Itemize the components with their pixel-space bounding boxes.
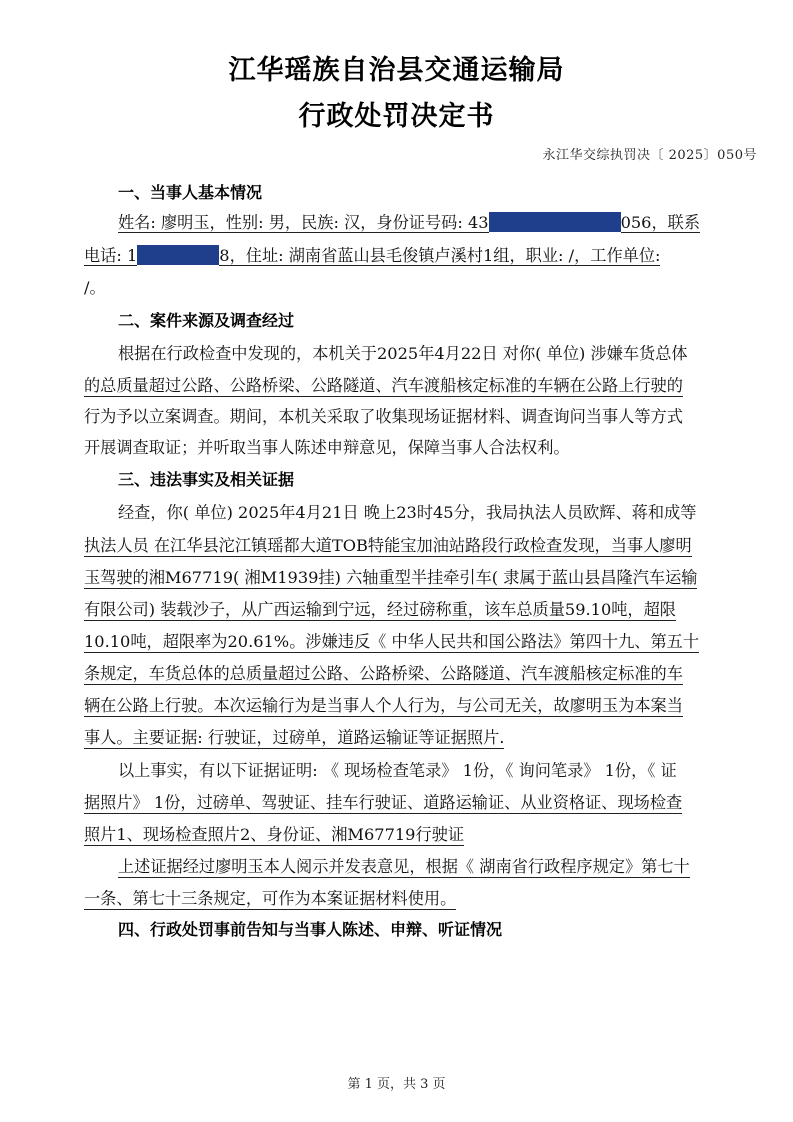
section-heading-notification: 四、行政处罚事前告知与当事人陈述、申辩、听证情况 [118,920,503,939]
case-source-line-1: 根据在行政检查中发现的，本机关于2025年4月22日 对你( 单位) 涉嫌车货总体 [118,344,688,363]
facts-line-6: 条规定，车货总体的总质量超过公路、公路桥梁、公路隧道、汽车渡船核定标准的车 [84,660,683,685]
party-employer-value: /。 [84,278,106,297]
evidence-line-3: 照片1、现场检查照片2、身份证、湘M67719行驶证 [84,821,464,846]
party-phone-label: 电话: 1 [84,246,138,265]
section-heading-party-info: 一、当事人基本情况 [118,183,263,202]
phone-number-redaction [137,245,219,265]
party-contact-label: 056，联系 [620,213,701,232]
party-address-text: 8，住址: 湖南省蓝山县毛俊镇卢溪村1组，职业: /，工作单位: [219,246,661,265]
facts-line-3: 玉驾驶的湘M67719( 湘M1939挂) 六轴重型半挂牵引车( 隶属于蓝山县昌隆汽车运输 [84,564,697,589]
party-info-line-1 [118,209,700,233]
case-source-line-3: 行为予以立案调查。期间，本机关采取了收集现场证据材料、调查询问当事人等方式 [84,407,683,426]
facts-line-5: 10.10吨，超限率为20.61%。涉嫌违反《 中华人民共和国公路法》第四十九、第五十 [84,628,699,653]
evidence-line-2: 据照片》 1份，过磅单、驾驶证、挂车行驶证、道路运输证、从业资格证、现场检查 [84,789,682,814]
facts-line-1: 经查，你( 单位) 2025年4月21日 晚上23时45分，我局执法人员欧辉、蒋和成等 [118,503,697,522]
document-number: 永江华交综执罚决〔 2025〕050号 [542,148,757,163]
facts-line-2: 执法人员 在江华县沱江镇瑶都大道TOB特能宝加油站路段行政检查发现，当事人廖明 [84,532,692,557]
section-heading-facts: 三、违法事实及相关证据 [118,470,295,489]
case-source-line-2: 的总质量超过公路、公路桥梁、公路隧道、汽车渡船核定标准的车辆在公路上行驶的 [84,372,683,397]
section-heading-case-source: 二、案件来源及调查经过 [118,311,295,330]
id-number-redaction [489,212,621,232]
conclusion-line-2: 一条、第七十三条规定，可作为本案证据材料使用。 [84,885,456,910]
facts-line-8: 事人。主要证据: 行驶证，过磅单，道路运输证等证据照片. [84,724,504,749]
party-info-line-2 [84,242,660,266]
page-footer: 第 1 页，共 3 页 [347,1077,446,1092]
facts-line-7: 辆在公路上行驶。本次运输行为是当事人个人行为，与公司无关，故廖明玉为本案当 [84,692,683,717]
document-title-agency: 江华瑶族自治县交通运输局 [228,55,565,86]
evidence-line-1: 以上事实，有以下证据证明: 《 现场检查笔录》 1份，《 询问笔录》 1份，《 证 [118,761,677,780]
party-name-id-text: 姓名: 廖明玉，性别: 男，民族: 汉，身份证号码: 43 [118,213,489,232]
party-info-line-3 [84,274,106,298]
conclusion-line-1: 上述证据经过廖明玉本人阅示并发表意见，根据《 湖南省行政程序规定》第七十 [118,853,690,878]
case-source-line-4: 开展调查取证；并听取当事人陈述申辩意见，保障当事人合法权利。 [84,438,570,457]
document-title-type: 行政处罚决定书 [298,101,495,132]
facts-line-4: 有限公司) 装载沙子，从广西运输到宁远，经过磅称重，该车总质量59.10吨，超限 [84,596,676,621]
